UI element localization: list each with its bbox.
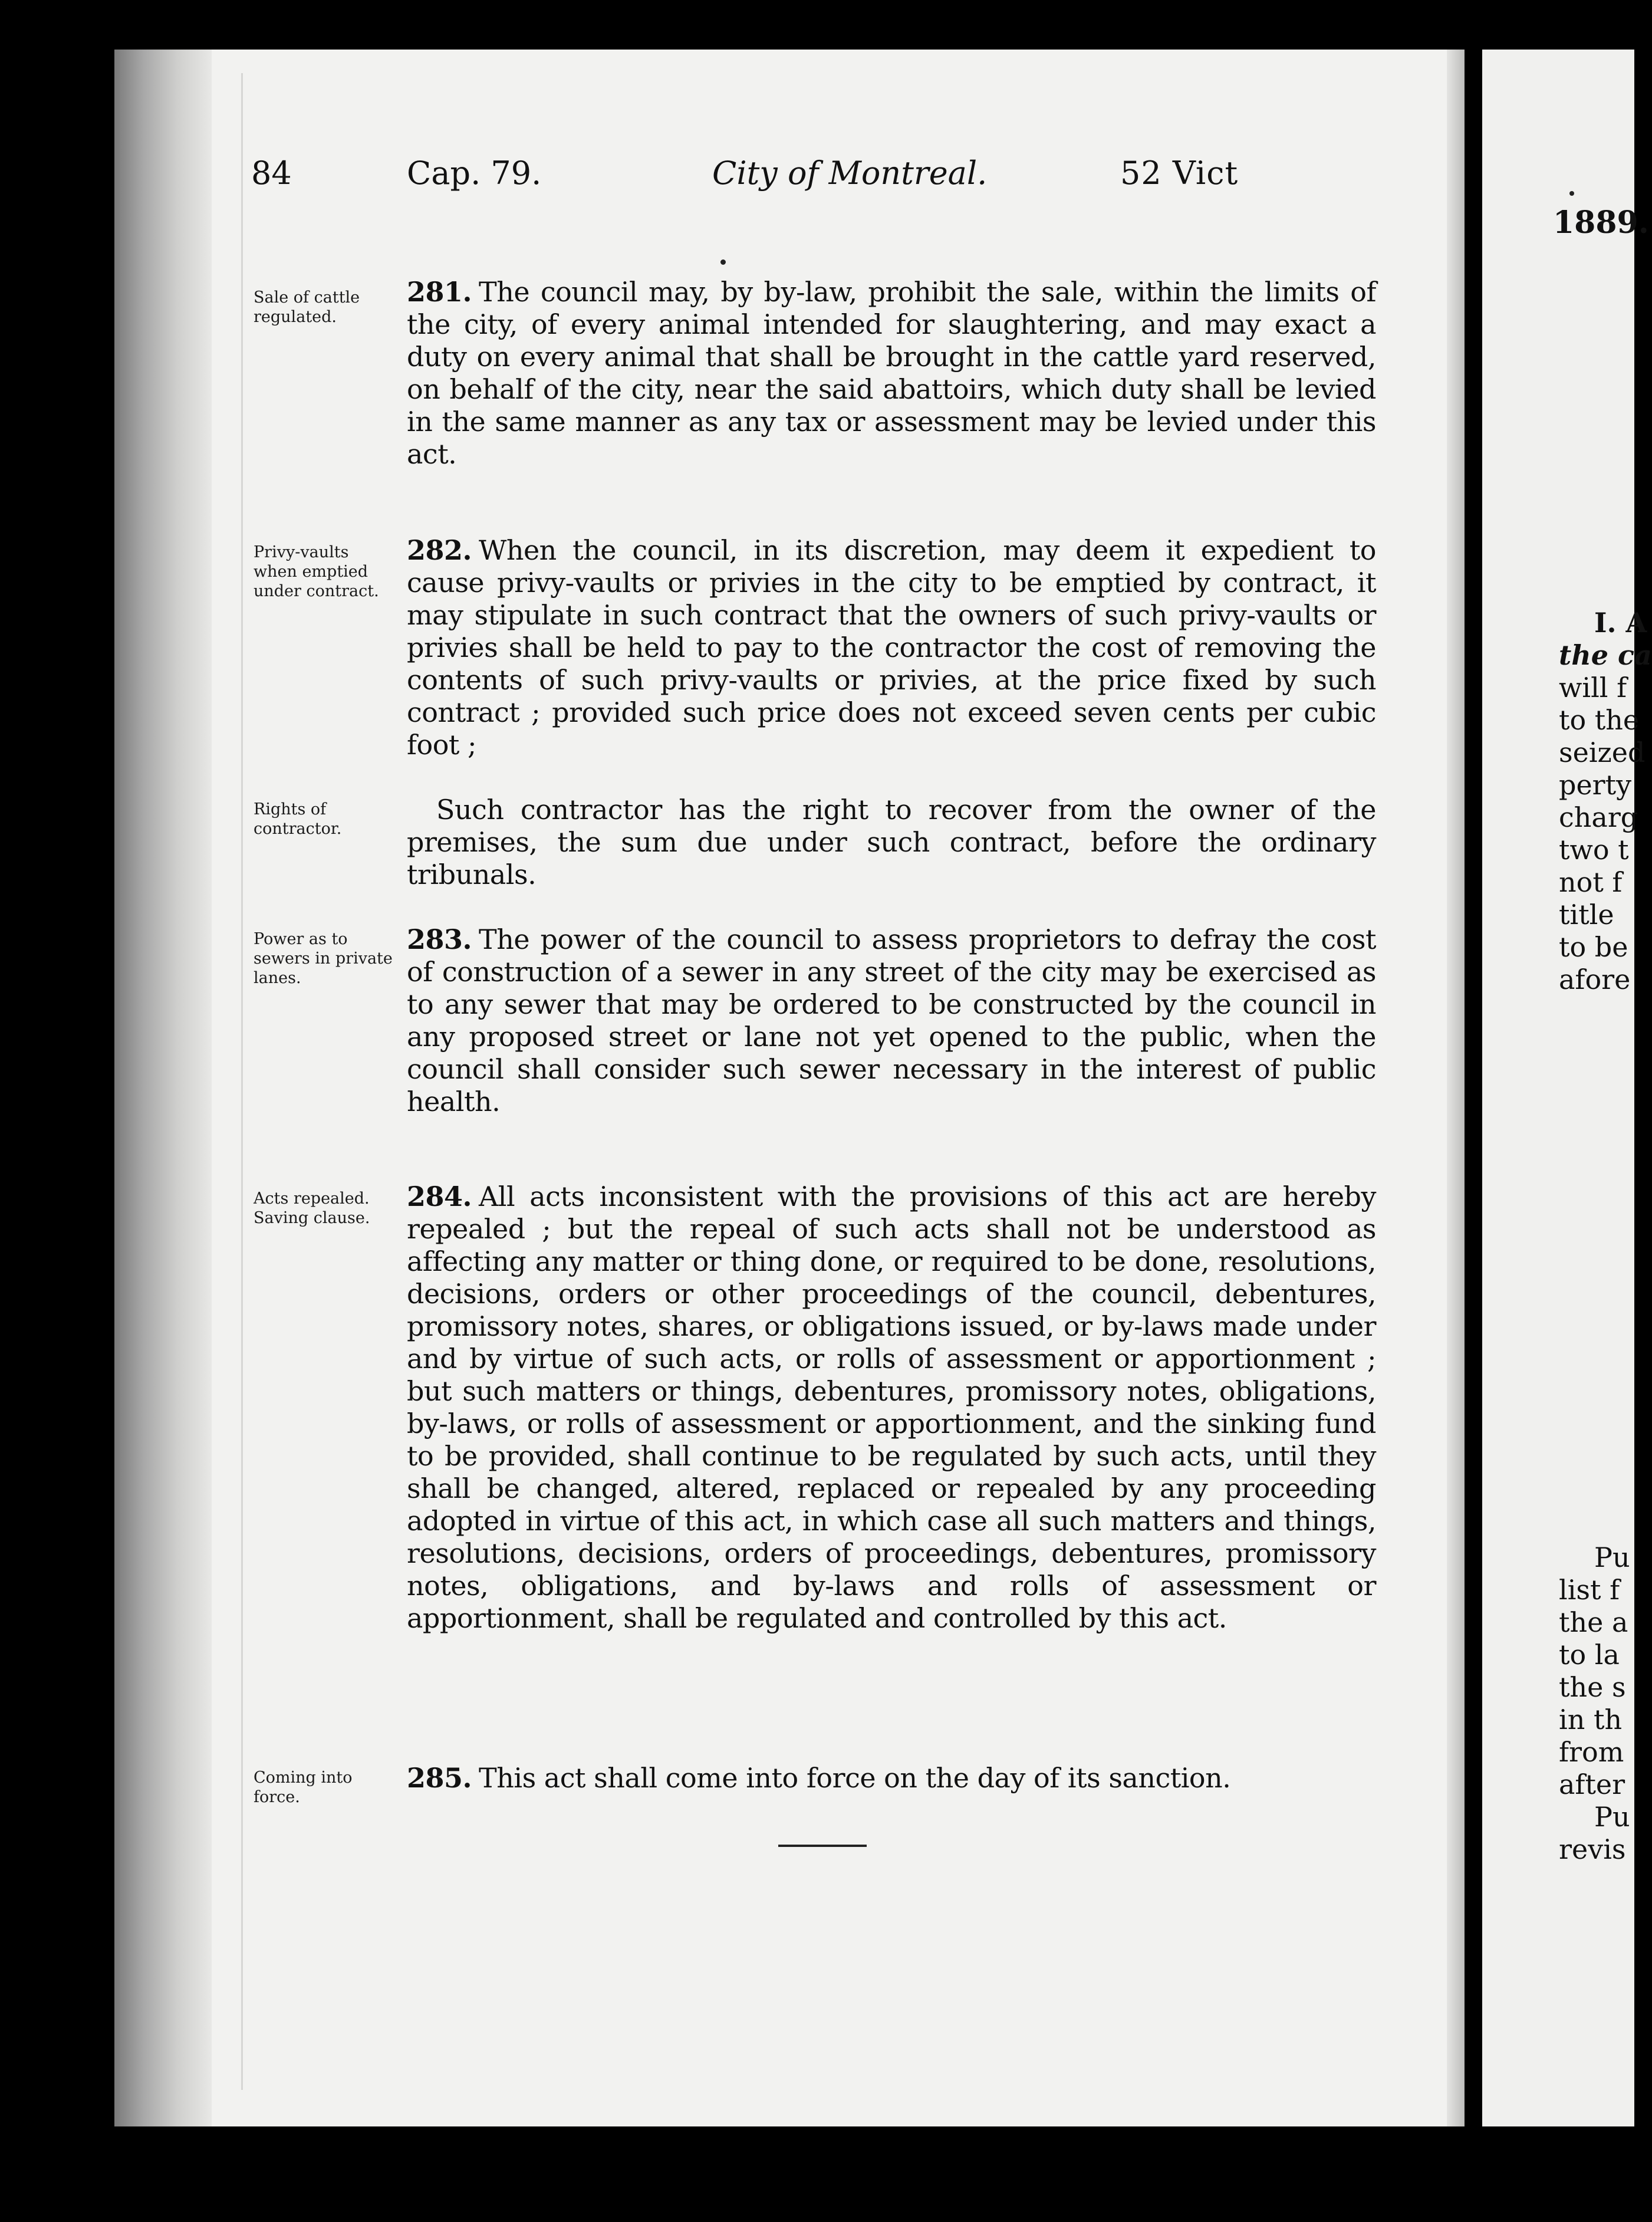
facing-page-year: 1889. xyxy=(1553,205,1649,241)
chapter-label: Cap. 79. xyxy=(407,155,542,192)
facing-fragment: to be xyxy=(1559,931,1628,963)
section-text: The council may, by by-law, prohibit the sale, within the limits of the city, of every animal intended for slaughtering, and may exact a duty on every animal that shall be brought in the cattle yard reserved, on behalf of the city, near the said abattoirs, which duty shall be levied in the same manner as any tax or assessment may be levied under this act. xyxy=(407,276,1376,470)
section-text: This act shall come into force on the day of its sanction. xyxy=(479,1762,1231,1794)
facing-fragment: the ca xyxy=(1559,639,1652,671)
facing-fragment: Pu xyxy=(1594,1801,1630,1833)
section-282-continued xyxy=(407,794,1376,891)
margin-note-285: Coming into force. xyxy=(254,1769,353,1806)
section-number: 281. xyxy=(407,276,472,308)
end-rule xyxy=(778,1845,867,1847)
session-label: 52 Vict xyxy=(1120,155,1239,192)
section-285 xyxy=(407,1762,1376,1794)
running-title: City of Montreal. xyxy=(712,155,988,192)
facing-fragment: the a xyxy=(1559,1606,1628,1638)
facing-fragment: will f xyxy=(1559,672,1627,704)
section-284 xyxy=(407,1181,1376,1635)
section-text: When the council, in its discretion, may deem it expedient to cause privy-vaults or privies in the city to be emptied by contract, it may stipulate in such contract that the owners of such privy-vaults or privies shall be held to pay to the contractor the cost of removing the contents of such privy-vaults or privies, at the price fixed by such contract ; provided such price does not exceed seven cents per cubic foot ; xyxy=(407,534,1376,761)
section-number: 282. xyxy=(407,534,472,566)
section-281 xyxy=(407,276,1376,471)
margin-note-281: Sale of cattle regulated. xyxy=(254,288,360,326)
section-text: The power of the council to assess proprietors to defray the cost of construction of a sewer in any street of the city may be exercised as to any sewer that may be ordered to be constructed by the council in any proposed street or lane not yet opened to the public, when the council shall consider such sewer necessary in the interest of public health. xyxy=(407,923,1376,1117)
margin-note-282: Privy-vaults when emptied under contract. xyxy=(254,543,379,600)
facing-fragment: not f xyxy=(1559,866,1623,898)
facing-fragment: seized xyxy=(1559,737,1646,768)
section-283 xyxy=(407,923,1376,1118)
margin-note-rights: Rights of contractor. xyxy=(254,800,342,838)
section-number: 284. xyxy=(407,1181,472,1212)
book-gutter xyxy=(114,50,212,2126)
facing-fragment: perty xyxy=(1559,769,1632,801)
section-number: 283. xyxy=(407,923,472,955)
facing-fragment: from xyxy=(1559,1736,1624,1768)
section-number: 285. xyxy=(407,1762,472,1794)
facing-fragment: to la xyxy=(1559,1639,1620,1671)
section-282 xyxy=(407,534,1376,761)
margin-note-284: Acts repealed. Saving clause. xyxy=(254,1189,370,1227)
facing-page xyxy=(1482,50,1652,2126)
ink-dot xyxy=(1569,191,1574,196)
facing-fragment: title xyxy=(1559,899,1614,931)
facing-fragment: to the xyxy=(1559,704,1640,736)
facing-fragment: Pu xyxy=(1594,1541,1630,1573)
margin-note-283: Power as to sewers in private lanes. xyxy=(254,930,393,987)
page-edge xyxy=(1447,50,1465,2126)
facing-fragment: afore xyxy=(1559,964,1631,995)
ink-dot xyxy=(720,259,726,265)
facing-fragment: two t xyxy=(1559,834,1629,866)
facing-fragment: the s xyxy=(1559,1671,1626,1703)
gutter-line xyxy=(241,73,243,2090)
facing-fragment: after xyxy=(1559,1769,1625,1800)
section-text: Such contractor has the right to recover from the owner of the premises, the sum due under such contract, before the ordinary tribunals. xyxy=(407,794,1376,890)
facing-fragment: I. A xyxy=(1594,607,1647,639)
facing-fragment: revis xyxy=(1559,1833,1626,1865)
facing-fragment: list f xyxy=(1559,1574,1620,1606)
facing-fragment: in th xyxy=(1559,1704,1623,1735)
section-text: All acts inconsistent with the provisions of this act are hereby repealed ; but the repeal of such acts shall not be understood as affecting any matter or thing done, or required to be done, resolutions, decisions, orders or other proceedings of the council, debentures, promissory notes, shares, or obligations issued, or by-laws made under and by virtue of such acts, or rolls of assessment or apportionment ; but such matters or things, debentures, promissory notes, obligations, by-laws, or rolls of assessment or apportionment, and the sinking fund to be provided, shall continue to be regulated by such acts, until they shall be changed, altered, replaced or repealed by any proceeding adopted in virtue of this act, in which case all such matters and things, resolutions, decisions, orders of proceedings, debentures, promissory notes, obligations, and by-laws and rolls of assessment or apportionment, shall be regulated and controlled by this act. xyxy=(407,1181,1376,1634)
page-number: 84 xyxy=(251,155,292,192)
facing-fragment: charg xyxy=(1559,801,1638,833)
